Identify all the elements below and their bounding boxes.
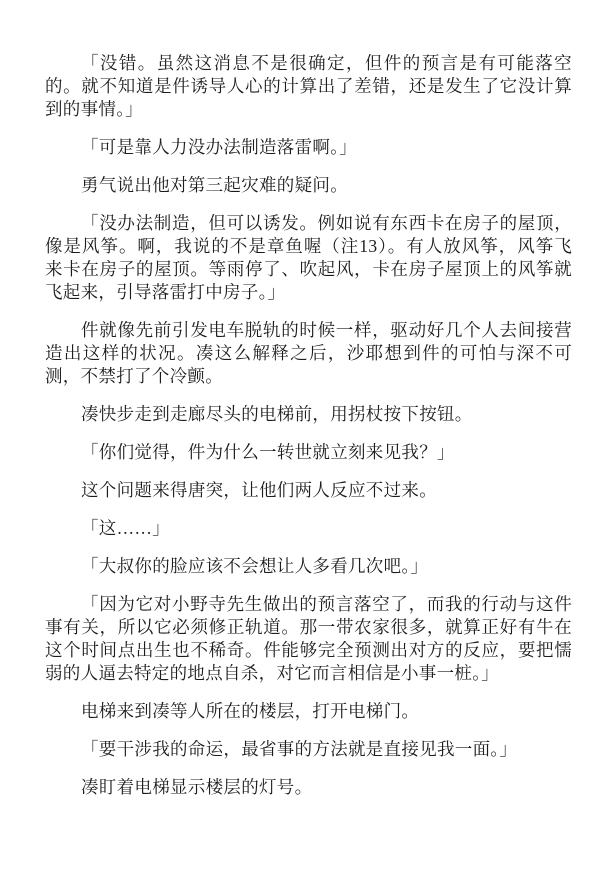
text-line: 「没办法制造，但可以诱发。例如说有东西卡在房子的屋顶， [81, 213, 572, 233]
text-line: 「可是靠人力没办法制造落雷啊。」 [81, 137, 358, 157]
text-line: 电梯来到凑等人所在的楼层，打开电梯门。 [81, 701, 420, 721]
text-line: 弱的人逼去特定的地点自杀，对它而言相信是小事一桩。」 [45, 663, 500, 683]
paragraph [45, 776, 572, 799]
text-line: 像是风筝。啊，我说的不是章鱼喔（注13）。有人放风筝，风筝飞 [45, 236, 572, 256]
text-line: 飞起来，引导落雷打中房子。」 [45, 282, 286, 302]
text-line: 件就像先前引发电车脱轨的时候一样，驱动好几个人去间接营 [81, 320, 572, 340]
text-line: 这个问题来得唐突，让他们两人反应不过来。 [81, 480, 437, 500]
paragraph [45, 403, 572, 426]
paragraph [45, 517, 572, 540]
paragraph [45, 479, 572, 502]
text-line: 的。就不知道是件诱导人心的计算出了差错，还是发生了它没计算 [45, 76, 572, 96]
text-line: 这个时间点出生也不稀奇。件能够完全预测出对方的反应，要把懦 [45, 640, 572, 660]
text-line: 测，不禁打了个冷颤。 [45, 366, 223, 386]
text-line: 「这……」 [81, 518, 170, 538]
text-line: 到的事情。」 [45, 99, 144, 119]
text-line: 事有关，所以它必须修正轨道。那一带农家很多，就算正好有牛在 [45, 617, 572, 637]
text-line: 「要干涉我的命运，最省事的方法就是直接见我一面。」 [81, 739, 518, 759]
paragraph [45, 174, 572, 197]
text-line: 「你们觉得，件为什么一转世就立刻来见我？」 [81, 442, 455, 462]
paragraph [45, 319, 572, 388]
paragraph [45, 738, 572, 761]
text-line: 「大叔你的脸应该不会想让人多看几次吧。」 [81, 556, 429, 576]
text-line: 凑快步走到走廊尽头的电梯前，用拐杖按下按钮。 [81, 404, 473, 424]
text-line: 勇气说出他对第三起灾难的疑问。 [81, 175, 348, 195]
paragraph [45, 593, 572, 685]
text-line: 「因为它对小野寺先生做出的预言落空了，而我的行动与这件 [81, 594, 572, 614]
text-line: 凑盯着电梯显示楼层的灯号。 [81, 777, 313, 797]
text-line: 来卡在房子的屋顶。等雨停了、吹起风，卡在房子屋顶上的风筝就 [45, 259, 572, 279]
paragraph [45, 136, 572, 159]
paragraph [45, 441, 572, 464]
text-line: 「没错。虽然这消息不是很确定，但件的预言是有可能落空 [81, 53, 572, 73]
paragraph [45, 700, 572, 723]
paragraph [45, 212, 572, 304]
paragraph [45, 52, 572, 121]
text-line: 造出这样的状况。凑这么解释之后，沙耶想到件的可怕与深不可 [45, 343, 572, 363]
paragraph [45, 555, 572, 578]
